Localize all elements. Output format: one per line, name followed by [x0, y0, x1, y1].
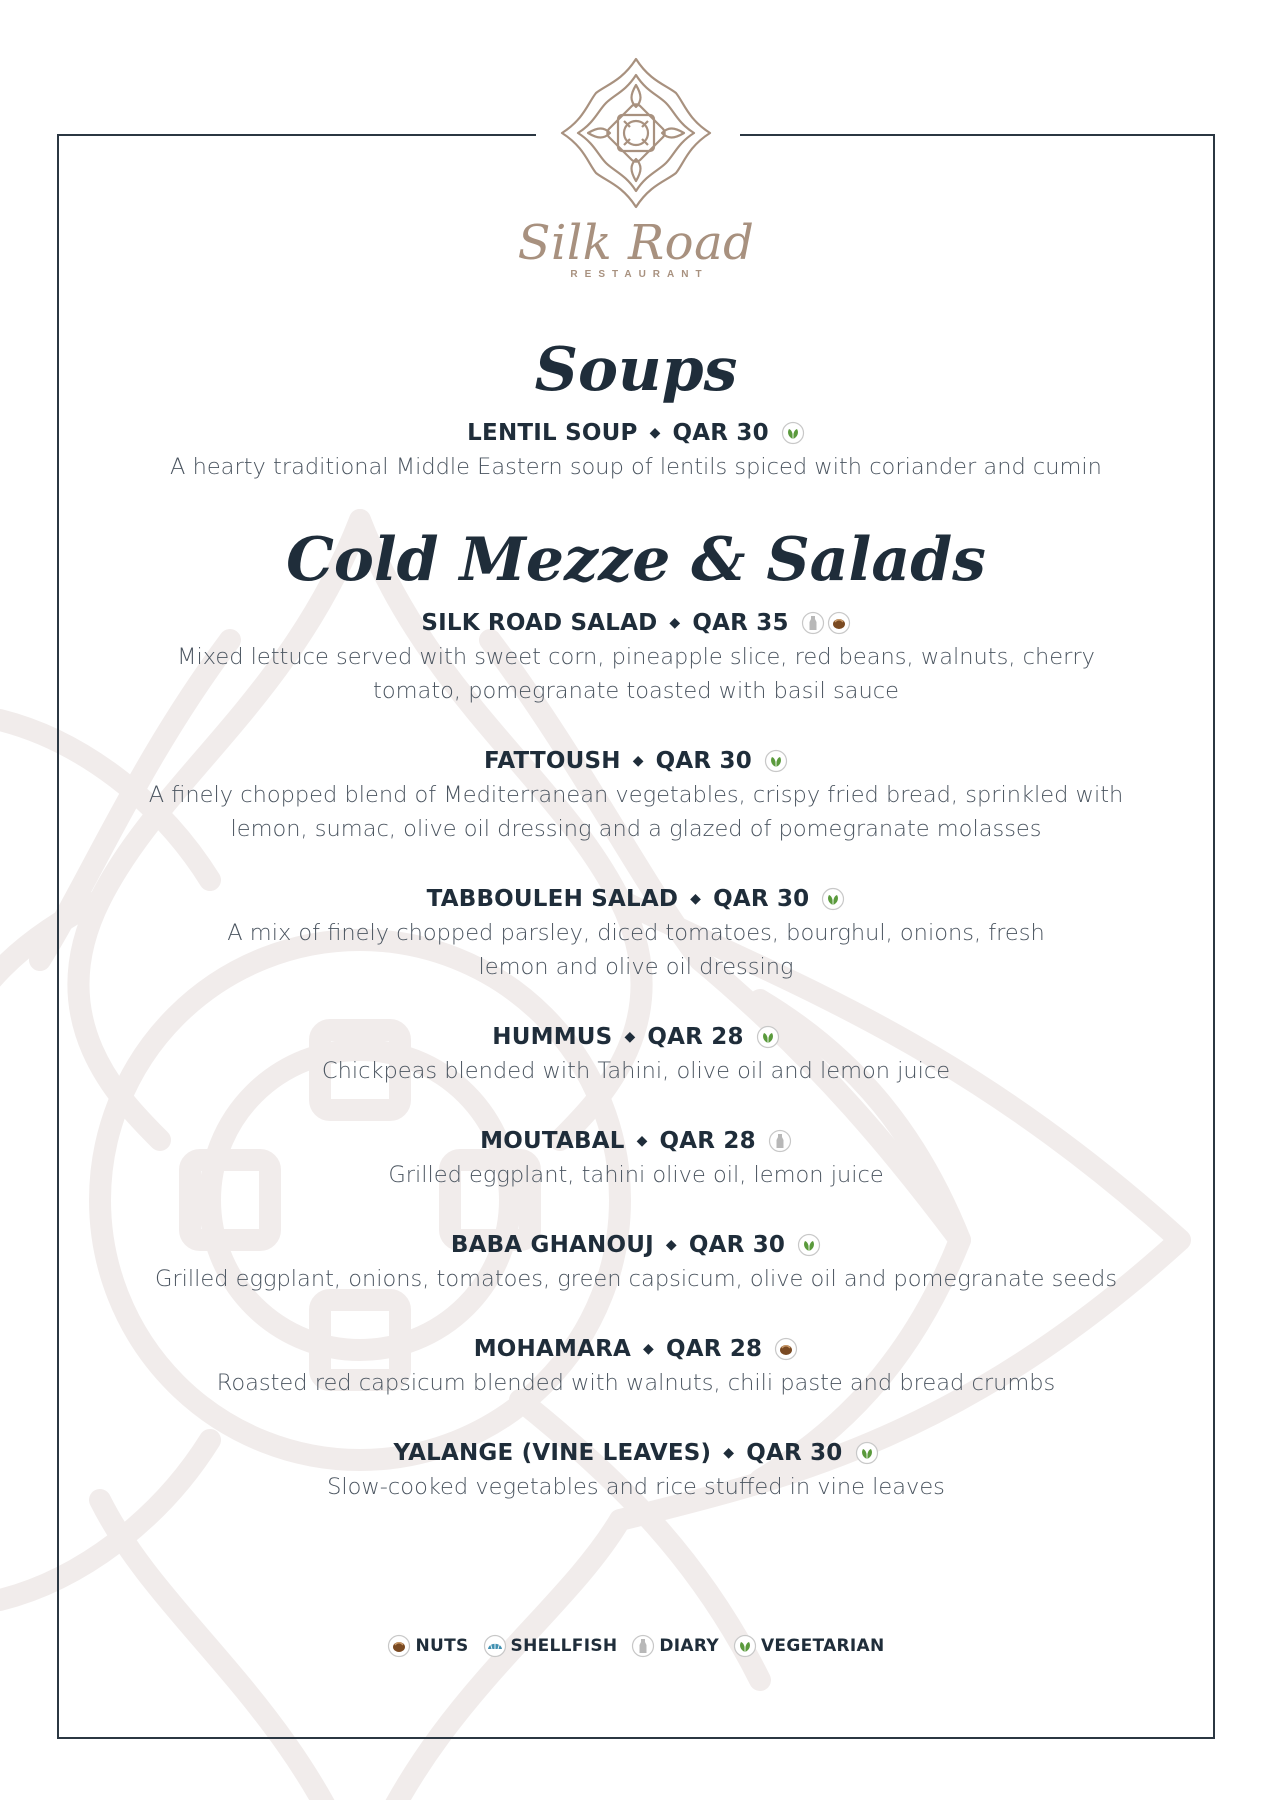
menu-item	[57, 744, 1215, 846]
allergen-legend	[0, 1634, 1272, 1662]
vegetarian-icon	[756, 1025, 780, 1049]
item-header	[451, 1228, 821, 1262]
item-header	[467, 416, 805, 450]
legend-label: DIARY	[659, 1636, 719, 1656]
menu-item	[57, 882, 1215, 984]
item-tags	[764, 749, 788, 773]
item-name: SILK ROAD SALAD	[421, 610, 658, 636]
item-tags	[781, 421, 805, 445]
item-name: TABBOULEH SALAD	[426, 886, 679, 912]
item-name: MOUTABAL	[480, 1128, 625, 1154]
item-header	[484, 744, 788, 778]
legend-item-shellfish	[483, 1634, 618, 1658]
legend-item-vegetarian	[733, 1634, 885, 1658]
item-tags	[855, 1441, 879, 1465]
legend-item-diary	[631, 1634, 719, 1658]
menu-item	[57, 606, 1215, 708]
nuts-icon	[387, 1634, 411, 1658]
item-description: Mixed lettuce served with sweet corn, pineapple slice, red beans, walnuts, cherry tomato, pomegranate toasted with basil sauce	[177, 644, 1095, 704]
mandala-logo-icon	[558, 55, 714, 211]
shellfish-icon	[483, 1634, 507, 1658]
item-price: QAR 30	[655, 748, 752, 774]
diamond-separator-icon: ◆	[669, 615, 681, 631]
item-tags	[801, 611, 851, 635]
diamond-separator-icon: ◆	[636, 1133, 648, 1149]
menu-item	[57, 1020, 1215, 1088]
item-description: Grilled eggplant, onions, tomatoes, green capsicum, olive oil and pomegranate seeds	[154, 1266, 1118, 1292]
legend-item-nuts	[387, 1634, 468, 1658]
item-name: HUMMUS	[492, 1024, 613, 1050]
item-description: Grilled eggplant, tahini olive oil, lemon juice	[388, 1162, 884, 1188]
item-price: QAR 28	[659, 1128, 756, 1154]
item-description: Chickpeas blended with Tahini, olive oil and lemon juice	[321, 1058, 951, 1084]
diamond-separator-icon: ◆	[649, 425, 661, 441]
diamond-separator-icon: ◆	[665, 1237, 677, 1253]
item-header	[474, 1332, 799, 1366]
item-price: QAR 30	[746, 1440, 843, 1466]
section-title-cold-mezze: Cold Mezze & Salads	[286, 525, 986, 595]
vegetarian-icon	[733, 1634, 757, 1658]
menu-item	[57, 1228, 1215, 1296]
vegetarian-icon	[821, 887, 845, 911]
item-header	[480, 1124, 792, 1158]
menu-item	[57, 1124, 1215, 1192]
diary-icon	[631, 1634, 655, 1658]
legend-label: NUTS	[415, 1636, 469, 1656]
item-price: QAR 30	[688, 1232, 786, 1258]
item-header	[492, 1020, 779, 1054]
item-price: QAR 35	[692, 610, 789, 636]
nuts-icon	[827, 611, 851, 635]
menu-item	[57, 1332, 1215, 1400]
diamond-separator-icon: ◆	[624, 1029, 636, 1045]
brand-subtitle: RESTAURANT	[570, 269, 709, 280]
item-tags	[768, 1129, 792, 1153]
item-tags	[774, 1337, 798, 1361]
item-name: MOHAMARA	[473, 1336, 632, 1362]
brand-name: Silk Road	[517, 215, 755, 271]
item-header	[393, 1436, 878, 1470]
item-description: Roasted red capsicum blended with walnuts, chili paste and bread crumbs	[216, 1370, 1056, 1396]
item-header	[421, 606, 850, 640]
nuts-icon	[774, 1337, 798, 1361]
diamond-separator-icon: ◆	[632, 753, 644, 769]
menu-item	[57, 1436, 1215, 1504]
item-description: A finely chopped blend of Mediterranean vegetables, crispy fried bread, sprinkled with lemon, sumac, olive oil dressing and a glazed of pomegranate molasses	[148, 782, 1124, 842]
menu-content	[57, 330, 1215, 1540]
menu-item	[57, 416, 1215, 484]
legend-label: SHELLFISH	[510, 1636, 618, 1656]
item-description: A hearty traditional Middle Eastern soup of lentils spiced with coriander and cumin	[170, 454, 1102, 480]
item-name: LENTIL SOUP	[467, 420, 638, 446]
diamond-separator-icon: ◆	[690, 891, 702, 907]
item-price: QAR 28	[647, 1024, 744, 1050]
item-price: QAR 30	[672, 420, 769, 446]
item-description: A mix of finely chopped parsley, diced tomatoes, bourghul, onions, fresh lemon and olive oil dressing	[227, 920, 1045, 980]
diamond-separator-icon: ◆	[723, 1445, 735, 1461]
vegetarian-icon	[855, 1441, 879, 1465]
item-price: QAR 30	[713, 886, 810, 912]
item-tags	[797, 1233, 821, 1257]
diary-icon	[801, 611, 825, 635]
section-title-soups: Soups	[534, 335, 738, 405]
item-tags	[756, 1025, 780, 1049]
legend-label: VEGETARIAN	[760, 1636, 885, 1656]
item-name: YALANGE (VINE LEAVES)	[393, 1440, 712, 1466]
vegetarian-icon	[781, 421, 805, 445]
item-name: FATTOUSH	[484, 748, 621, 774]
diamond-separator-icon: ◆	[643, 1341, 654, 1357]
item-description: Slow-cooked vegetables and rice stuffed in vine leaves	[327, 1474, 945, 1500]
item-name: BABA GHANOUJ	[450, 1232, 654, 1258]
item-price: QAR 28	[665, 1336, 763, 1362]
restaurant-header	[0, 55, 1272, 280]
vegetarian-icon	[797, 1233, 821, 1257]
diary-icon	[768, 1129, 792, 1153]
vegetarian-icon	[764, 749, 788, 773]
item-tags	[821, 887, 845, 911]
item-header	[427, 882, 846, 916]
